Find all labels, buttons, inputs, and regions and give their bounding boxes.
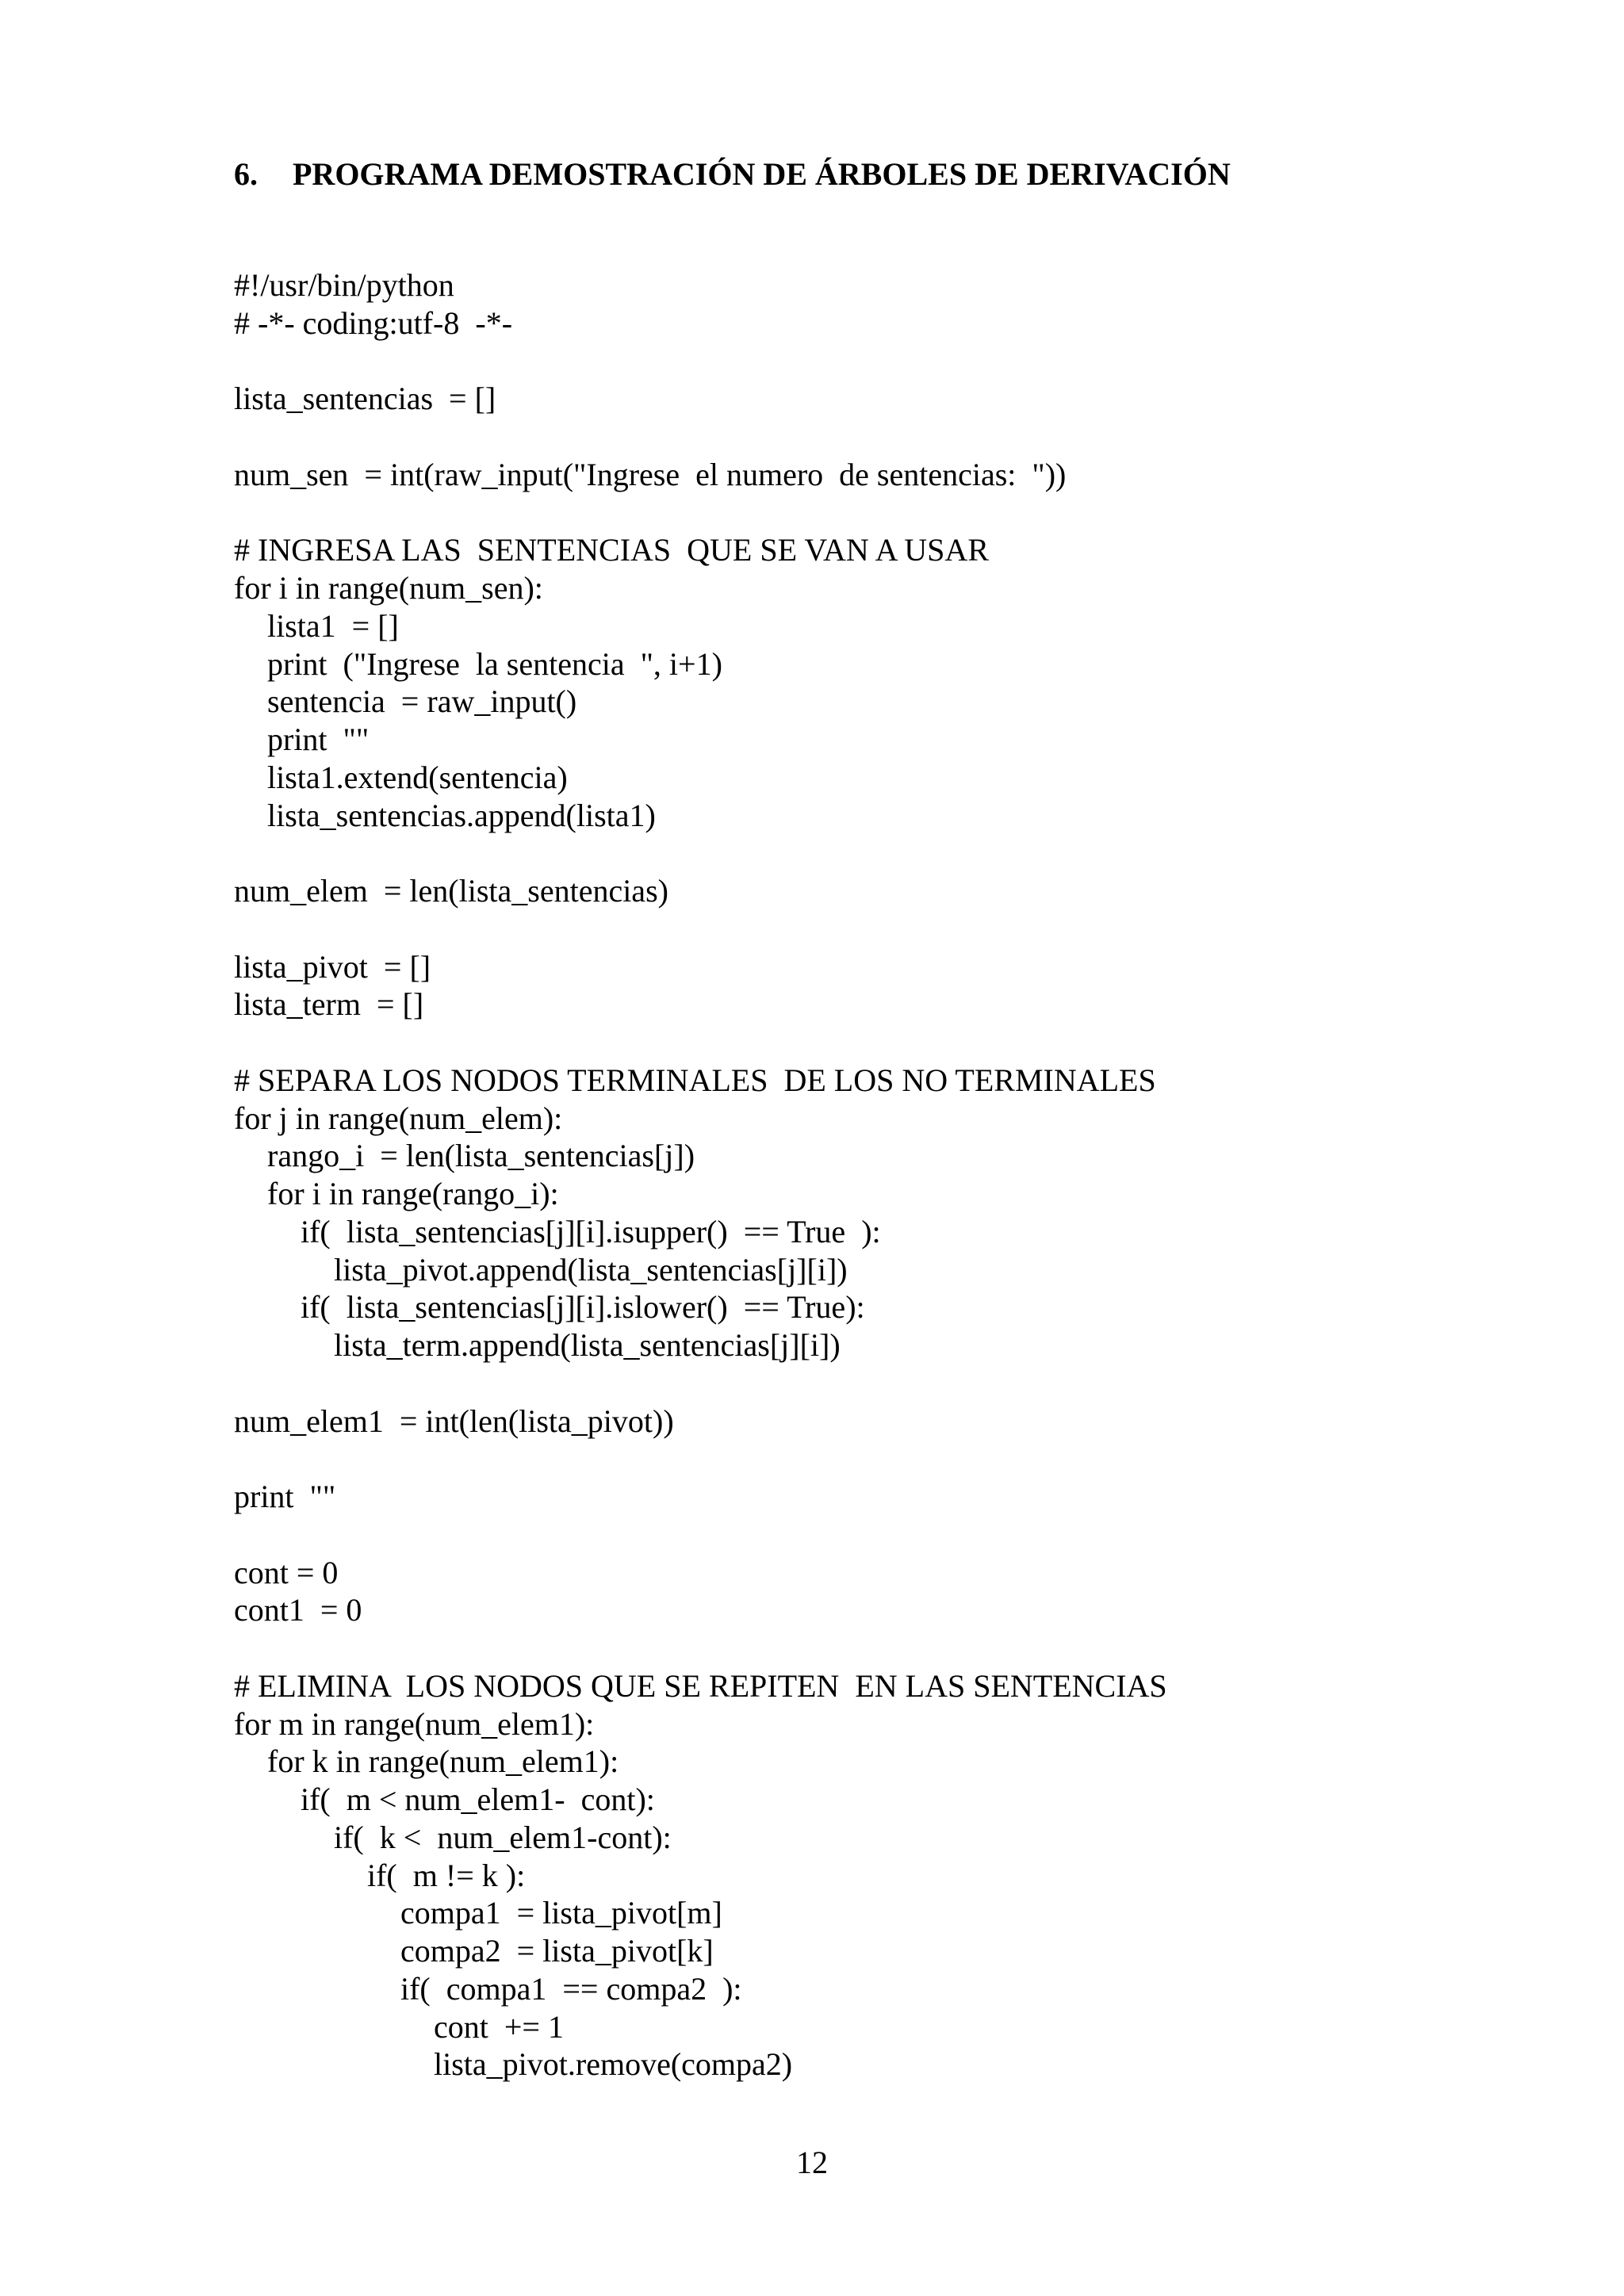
code-line: #!/usr/bin/python [234, 267, 454, 303]
blank-line [234, 834, 1582, 872]
code-line: for i in range(num_sen): [234, 570, 543, 606]
code-line: for m in range(num_elem1): [234, 1705, 595, 1742]
code-line: # SEPARA LOS NODOS TERMINALES DE LOS NO TERMINALES [234, 1062, 1156, 1098]
code-line: # -*- coding:utf-8 -*- [234, 304, 513, 341]
code-line: lista1 = [] [267, 607, 399, 644]
code-line: lista_term = [] [234, 986, 424, 1023]
page-number: 12 [796, 2145, 828, 2180]
code-line: lista_pivot = [] [234, 948, 431, 985]
code-line: lista_pivot.remove(compa2) [434, 2046, 793, 2083]
blank-line [234, 1629, 1582, 1667]
section-number: 6. [234, 156, 258, 192]
code-line: if( k < num_elem1-cont): [334, 1819, 672, 1855]
code-line: rango_i = len(lista_sentencias[j]) [267, 1138, 695, 1174]
code-line: num_elem = len(lista_sentencias) [234, 873, 668, 909]
blank-line [234, 418, 1582, 456]
code-line: compa1 = lista_pivot[m] [400, 1895, 722, 1931]
code-line: if( lista_sentencias[j][i].islower() == True): [301, 1289, 865, 1326]
code-line: if( m != k ): [367, 1857, 526, 1893]
code-line: lista_pivot.append(lista_sentencias[j][i]) [334, 1251, 848, 1288]
code-line: compa2 = lista_pivot[k] [400, 1933, 714, 1969]
blank-line [234, 1364, 1582, 1402]
blank-line [234, 910, 1582, 948]
code-line: print ("Ingrese la sentencia ", i+1) [267, 645, 722, 682]
code-line: if( lista_sentencias[j][i].isupper() == True ): [301, 1213, 881, 1249]
code-line: # INGRESA LAS SENTENCIAS QUE SE VAN A USAR [234, 532, 989, 568]
code-listing [234, 266, 1582, 2084]
code-line: cont1 = 0 [234, 1592, 362, 1628]
blank-line [234, 342, 1582, 381]
code-line: cont += 1 [434, 2008, 564, 2045]
section-title: PROGRAMA DEMOSTRACIÓN DE ÁRBOLES DE DERIVACIÓN [293, 156, 1231, 192]
code-line: sentencia = raw_input() [267, 683, 577, 720]
code-line: for i in range(rango_i): [267, 1176, 559, 1211]
code-line: lista1.extend(sentencia) [267, 759, 568, 795]
code-line: num_elem1 = int(len(lista_pivot)) [234, 1402, 674, 1439]
blank-line [234, 1516, 1582, 1554]
blank-line [234, 494, 1582, 532]
blank-line [234, 1024, 1582, 1062]
section-heading [234, 152, 1231, 197]
code-line: print "" [234, 1479, 336, 1514]
blank-line [234, 1440, 1582, 1478]
code-line: cont = 0 [234, 1554, 339, 1590]
code-line: for k in range(num_elem1): [267, 1743, 619, 1780]
code-line: if( m < num_elem1- cont): [301, 1781, 655, 1817]
code-line: for j in range(num_elem): [234, 1100, 563, 1136]
code-line: lista_sentencias = [] [234, 381, 496, 417]
code-line: if( compa1 == compa2 ): [400, 1970, 742, 2007]
code-line: num_sen = int(raw_input("Ingrese el numero de sentencias: ")) [234, 456, 1067, 492]
code-line: # ELIMINA LOS NODOS QUE SE REPITEN EN LAS SENTENCIAS [234, 1667, 1167, 1704]
code-line: lista_sentencias.append(lista1) [267, 797, 656, 833]
code-line: lista_term.append(lista_sentencias[j][i]) [334, 1327, 841, 1363]
code-line: print "" [267, 721, 370, 757]
